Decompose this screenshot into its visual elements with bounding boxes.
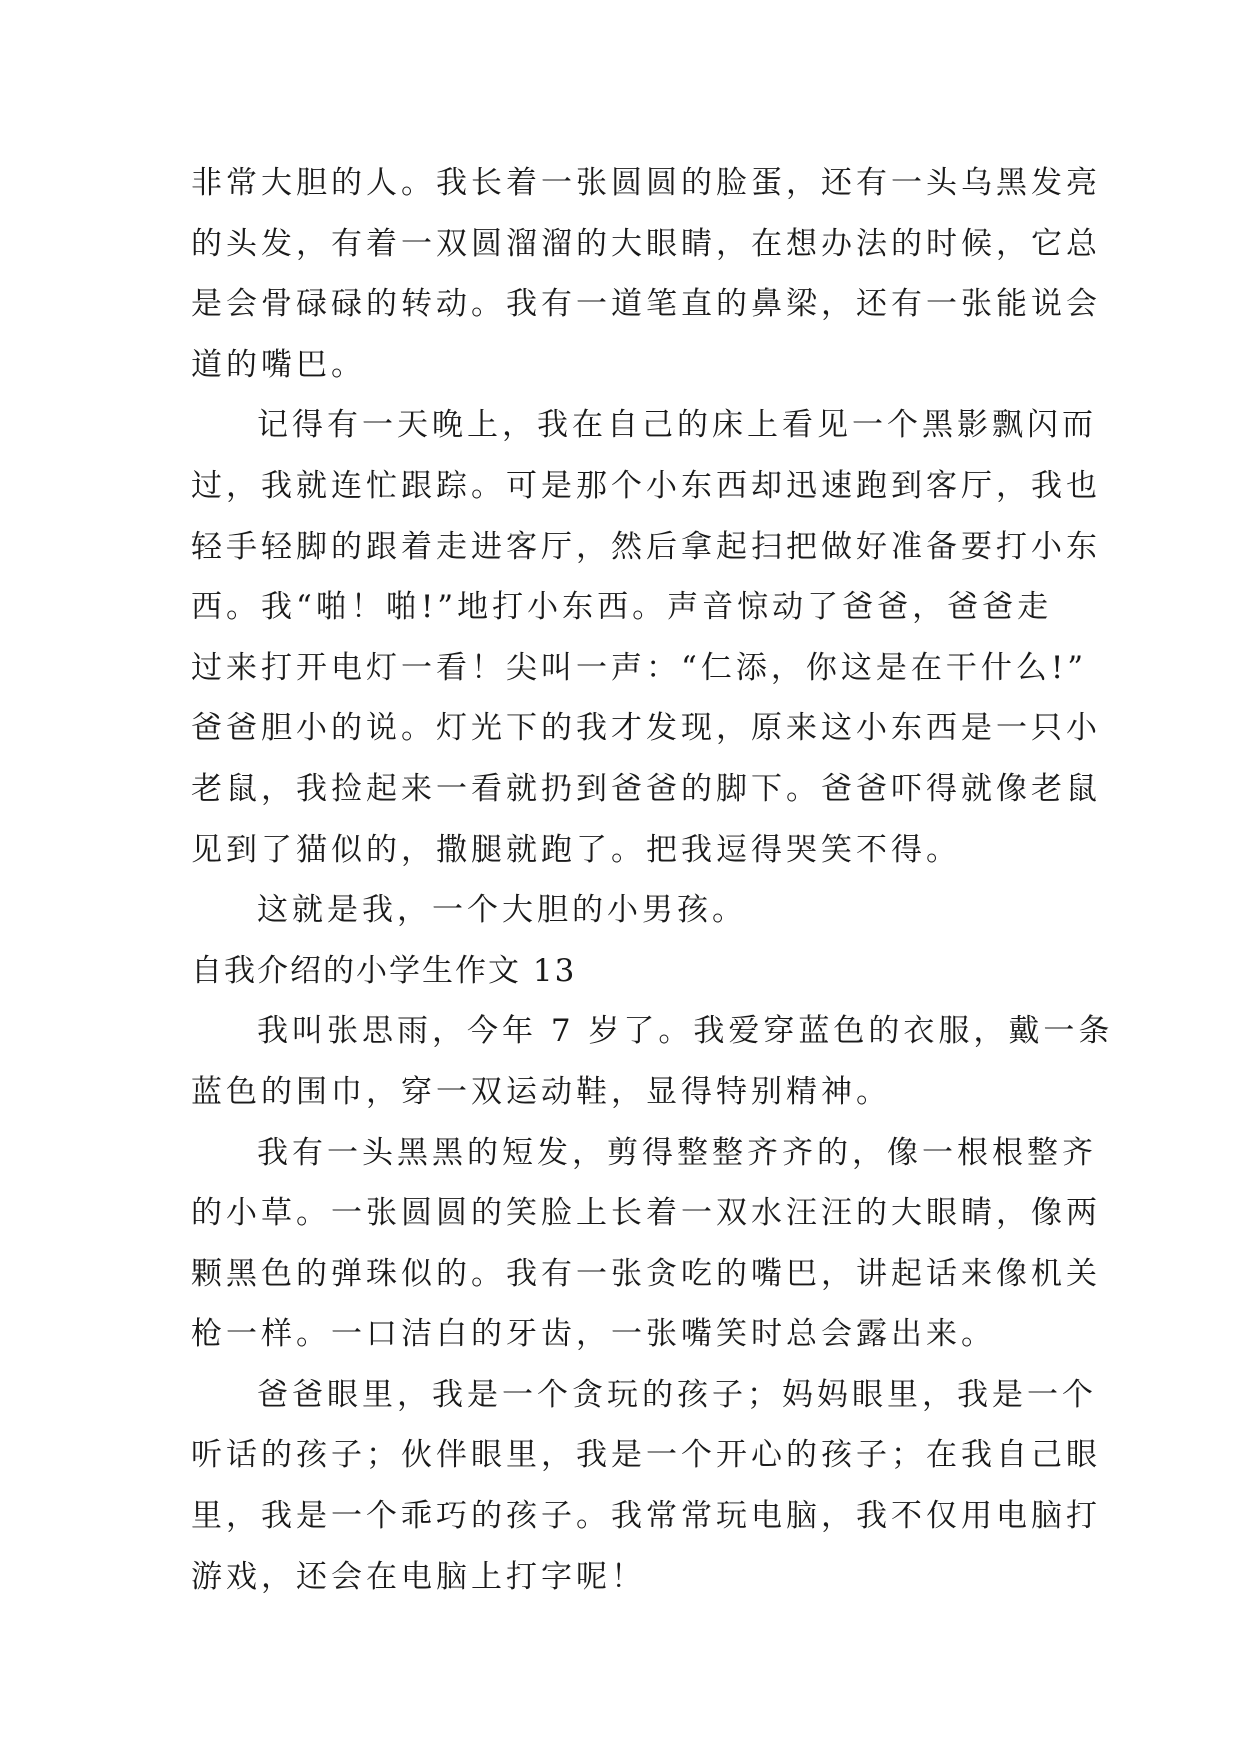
text-line: 轻手轻脚的跟着走进客厅，然后拿起扫把做好准备要打小东: [191, 528, 1101, 565]
text-line: 我有一头黑黑的短发，剪得整整齐齐的，像一根根整齐: [257, 1134, 1097, 1171]
text-line: 枪一样。一口洁白的牙齿，一张嘴笑时总会露出来。: [191, 1316, 996, 1353]
text-line: 颗黑色的弹珠似的。我有一张贪吃的嘴巴，讲起话来像机关: [191, 1255, 1101, 1292]
text-line: 的小草。一张圆圆的笑脸上长着一双水汪汪的大眼睛，像两: [191, 1195, 1101, 1232]
text-line: 听话的孩子；伙伴眼里，我是一个开心的孩子；在我自己眼: [191, 1437, 1101, 1474]
text-line: 这就是我，一个大胆的小男孩。: [257, 892, 747, 929]
text-line: 爸爸眼里，我是一个贪玩的孩子；妈妈眼里，我是一个: [257, 1376, 1097, 1413]
text-line: 蓝色的围巾，穿一双运动鞋，显得特别精神。: [191, 1073, 891, 1110]
text-line: 过来打开电灯一看！尖叫一声：“仁添，你这是在干什么!”: [191, 649, 1088, 686]
text-line: 记得有一天晚上，我在自己的床上看见一个黑影飘闪而: [257, 407, 1097, 444]
text-line: 的头发，有着一双圆溜溜的大眼睛，在想办法的时候，它总: [191, 225, 1101, 262]
text-line: 见到了猫似的，撒腿就跑了。把我逗得哭笑不得。: [191, 831, 961, 868]
text-line: 老鼠，我捡起来一看就扔到爸爸的脚下。爸爸吓得就像老鼠: [191, 770, 1101, 807]
text-line: 里，我是一个乖巧的孩子。我常常玩电脑，我不仅用电脑打: [191, 1498, 1101, 1535]
document-text: [191, 153, 1114, 1607]
text-line: 非常大胆的人。我长着一张圆圆的脸蛋，还有一头乌黑发亮: [191, 165, 1101, 201]
text-line: 是会骨碌碌的转动。我有一道笔直的鼻梁，还有一张能说会: [191, 286, 1101, 323]
section-heading: 自我介绍的小学生作文 13: [191, 952, 577, 989]
text-line: 爸爸胆小的说。灯光下的我才发现，原来这小东西是一只小: [191, 710, 1101, 747]
text-line: 游戏，还会在电脑上打字呢！: [191, 1558, 646, 1595]
text-line: 过，我就连忙跟踪。可是那个小东西却迅速跑到客厅，我也: [191, 467, 1101, 504]
text-line: 道的嘴巴。: [191, 346, 366, 383]
text-line: 我叫张思雨，今年 7 岁了。我爱穿蓝色的衣服，戴一条: [257, 1013, 1114, 1050]
text-line: 西。我“啪！啪!”地打小东西。声音惊动了爸爸，爸爸走: [191, 589, 1053, 626]
